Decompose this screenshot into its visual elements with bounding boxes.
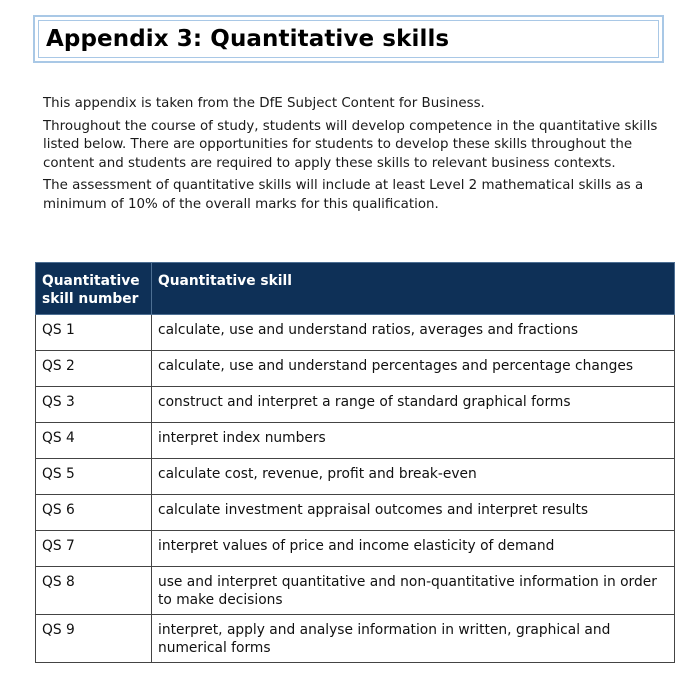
intro-paragraph-development: Throughout the course of study, students will develop competence in the quantitative skills listed below. There are opportunities for students to develop these skills throughout the content and students are required to apply these skills to relevant business contexts. [43,118,658,171]
table-row [36,615,675,663]
skill-number-cell: QS 2 [36,351,152,387]
table-row [36,315,675,351]
skill-number-cell: QS 3 [36,387,152,423]
table-row [36,387,675,423]
table-row [36,531,675,567]
skill-number-cell: QS 7 [36,531,152,567]
skill-description-cell: interpret values of price and income elasticity of demand [152,531,675,567]
table-row [36,423,675,459]
skill-number-cell: QS 6 [36,495,152,531]
quantitative-skills-table [35,262,675,663]
skill-number-cell: QS 4 [36,423,152,459]
table-row [36,459,675,495]
table-header-row [36,263,675,315]
title-inner-frame [38,20,659,58]
skill-number-cell: QS 5 [36,459,152,495]
intro-text [43,95,683,218]
page-title: Appendix 3: Quantitative skills [46,26,450,52]
skill-number-cell: QS 9 [36,615,152,663]
skill-description-cell: calculate, use and understand percentages and percentage changes [152,351,675,387]
skill-number-cell: QS 1 [36,315,152,351]
skill-number-cell: QS 8 [36,567,152,615]
skill-description-cell: calculate investment appraisal outcomes and interpret results [152,495,675,531]
title-box [33,15,664,63]
table-row [36,567,675,615]
skill-description-cell: calculate, use and understand ratios, averages and fractions [152,315,675,351]
skill-description-cell: interpret index numbers [152,423,675,459]
intro-paragraph-assessment: The assessment of quantitative skills will include at least Level 2 mathematical skills as a minimum of 10% of the overall marks for this qualification. [43,178,644,212]
intro-paragraph-source: This appendix is taken from the DfE Subject Content for Business. [43,96,485,111]
table-row [36,351,675,387]
header-skill-number: Quantitative skill number [36,263,152,315]
table-row [36,495,675,531]
header-skill: Quantitative skill [152,263,675,315]
skill-description-cell: use and interpret quantitative and non-quantitative information in order to make decisions [152,567,675,615]
skill-description-cell: construct and interpret a range of standard graphical forms [152,387,675,423]
skill-description-cell: interpret, apply and analyse information in written, graphical and numerical forms [152,615,675,663]
skill-description-cell: calculate cost, revenue, profit and break-even [152,459,675,495]
